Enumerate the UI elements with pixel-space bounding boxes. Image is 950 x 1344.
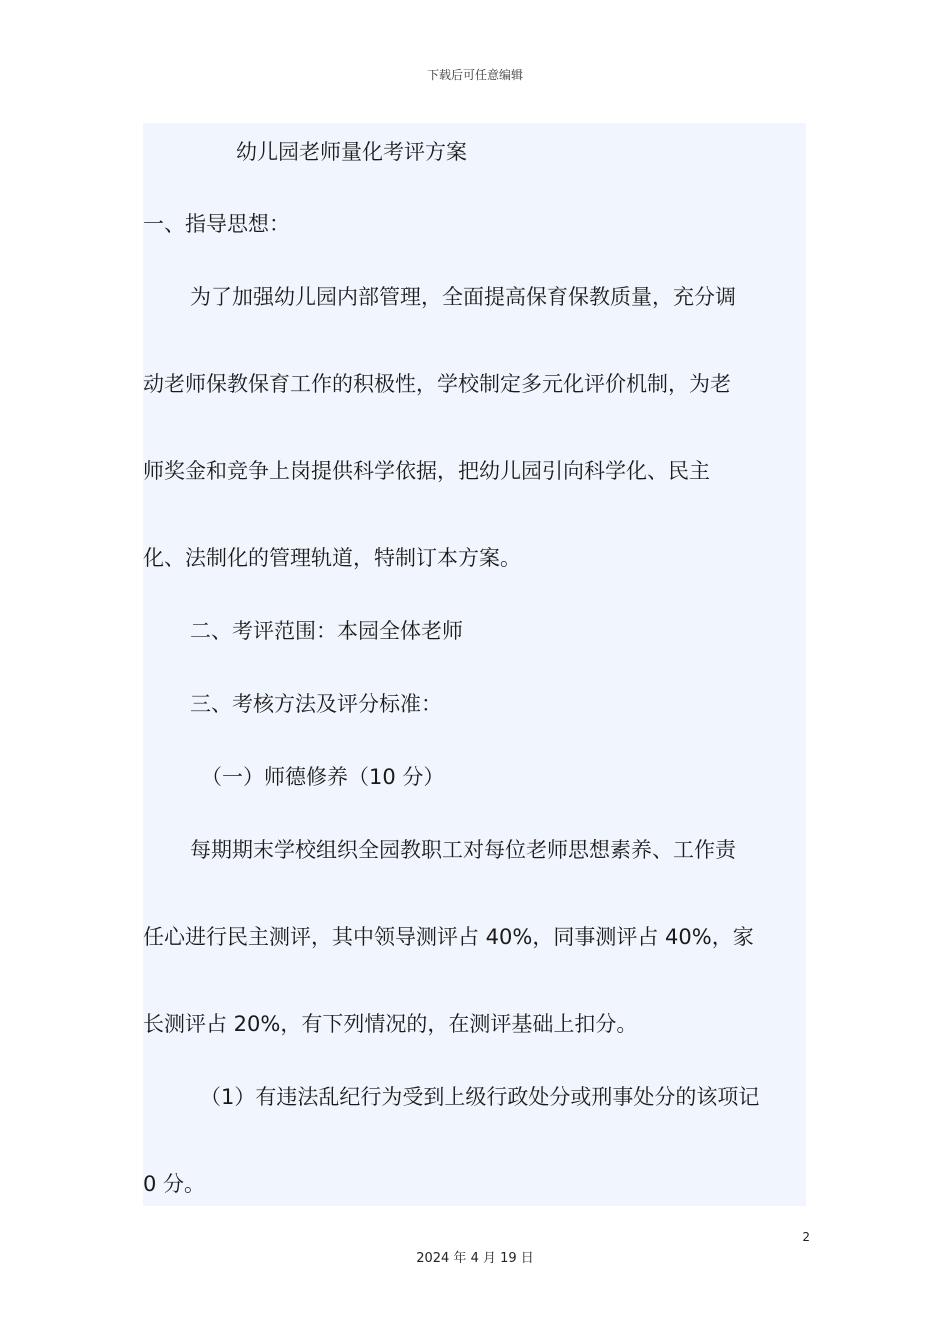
paragraph-line: 为了加强幼儿园内部管理，全面提高保育保教质量，充分调: [190, 285, 736, 309]
subsection-heading-ethics: （一）师德修养（10 分）: [201, 765, 445, 789]
paragraph-line: 每期期末学校组织全园教职工对每位老师思想素养、工作责: [190, 838, 736, 862]
document-title: 幼儿园老师量化考评方案: [236, 140, 467, 164]
document-body: [143, 123, 806, 1206]
paragraph-line: 动老师保教保育工作的积极性，学校制定多元化评价机制，为老: [143, 372, 731, 396]
header-note: 下载后可任意编辑: [426, 68, 523, 82]
section-heading-method: 三、考核方法及评分标准：: [190, 692, 442, 716]
paragraph-line: 化、法制化的管理轨道，特制订本方案。: [143, 546, 521, 570]
page-number: 2: [802, 1230, 810, 1244]
section-heading-guiding-thought: 一、指导思想：: [143, 212, 290, 236]
list-item-line: 0 分。: [143, 1172, 206, 1196]
paragraph-line: 任心进行民主测评，其中领导测评占 40%，同事测评占 40%，家: [143, 925, 754, 949]
paragraph-line: 长测评占 20%，有下列情况的，在测评基础上扣分。: [143, 1012, 638, 1036]
footer-date: 2024 年 4 月 19 日: [416, 1251, 534, 1266]
list-item-line: （1）有违法乱纪行为受到上级行政处分或刑事处分的该项记: [200, 1085, 760, 1109]
paragraph-line: 师奖金和竞争上岗提供科学依据，把幼儿园引向科学化、民主: [143, 459, 710, 483]
section-heading-scope: 二、考评范围：本园全体老师: [190, 619, 463, 643]
